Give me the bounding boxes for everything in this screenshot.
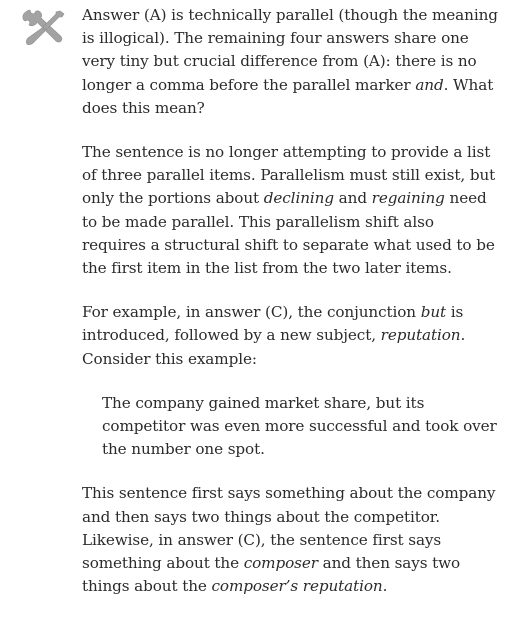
text-run: The sentence is no longer attempting to provide a list of three parallel items. Parallelism must still exist, but only the portions about xyxy=(82,143,496,208)
text-run: The company gained market share, but its competitor was even more successful and took over the number one spot. xyxy=(102,393,497,459)
italic-term: and xyxy=(415,75,444,94)
text-run: need to be made parallel. This parallelism shift also requires a structural shift to separate what used to be the first item in the list from the two later items. xyxy=(82,189,495,278)
text-run: Answer (A) is technically parallel (though the meaning is illogical). The remaining four answers share one very tiny but crucial difference from (A): there is no longer a comma before the parallel marker xyxy=(82,6,498,94)
example-block xyxy=(102,392,498,462)
text-run: and xyxy=(333,189,372,208)
paragraph xyxy=(82,301,498,371)
paragraph xyxy=(82,4,498,120)
italic-term: reputation xyxy=(380,326,461,345)
text-run: is introduced, followed by a new subject, xyxy=(82,303,464,345)
text-run: and then says two things about the xyxy=(82,554,461,596)
italic-term: regaining xyxy=(371,189,445,208)
italic-term: composer’s reputation xyxy=(211,577,383,596)
paragraph xyxy=(82,141,498,280)
italic-term: composer xyxy=(243,554,318,573)
paragraph xyxy=(82,482,498,598)
text-run: . Consider this example: xyxy=(82,326,466,368)
crossed-tools-icon xyxy=(20,8,68,48)
text-run: This sentence first says something about the company and then says two things about the competitor. Likewise, in answer (C), the sentence first says something about the xyxy=(82,484,496,573)
text-run: . What does this mean? xyxy=(82,75,494,117)
text-run: . xyxy=(382,577,388,596)
italic-term: but xyxy=(420,303,447,322)
text-run: For example, in answer (C), the conjunction xyxy=(82,303,421,322)
italic-term: declining xyxy=(263,189,334,208)
text-content xyxy=(82,4,498,619)
